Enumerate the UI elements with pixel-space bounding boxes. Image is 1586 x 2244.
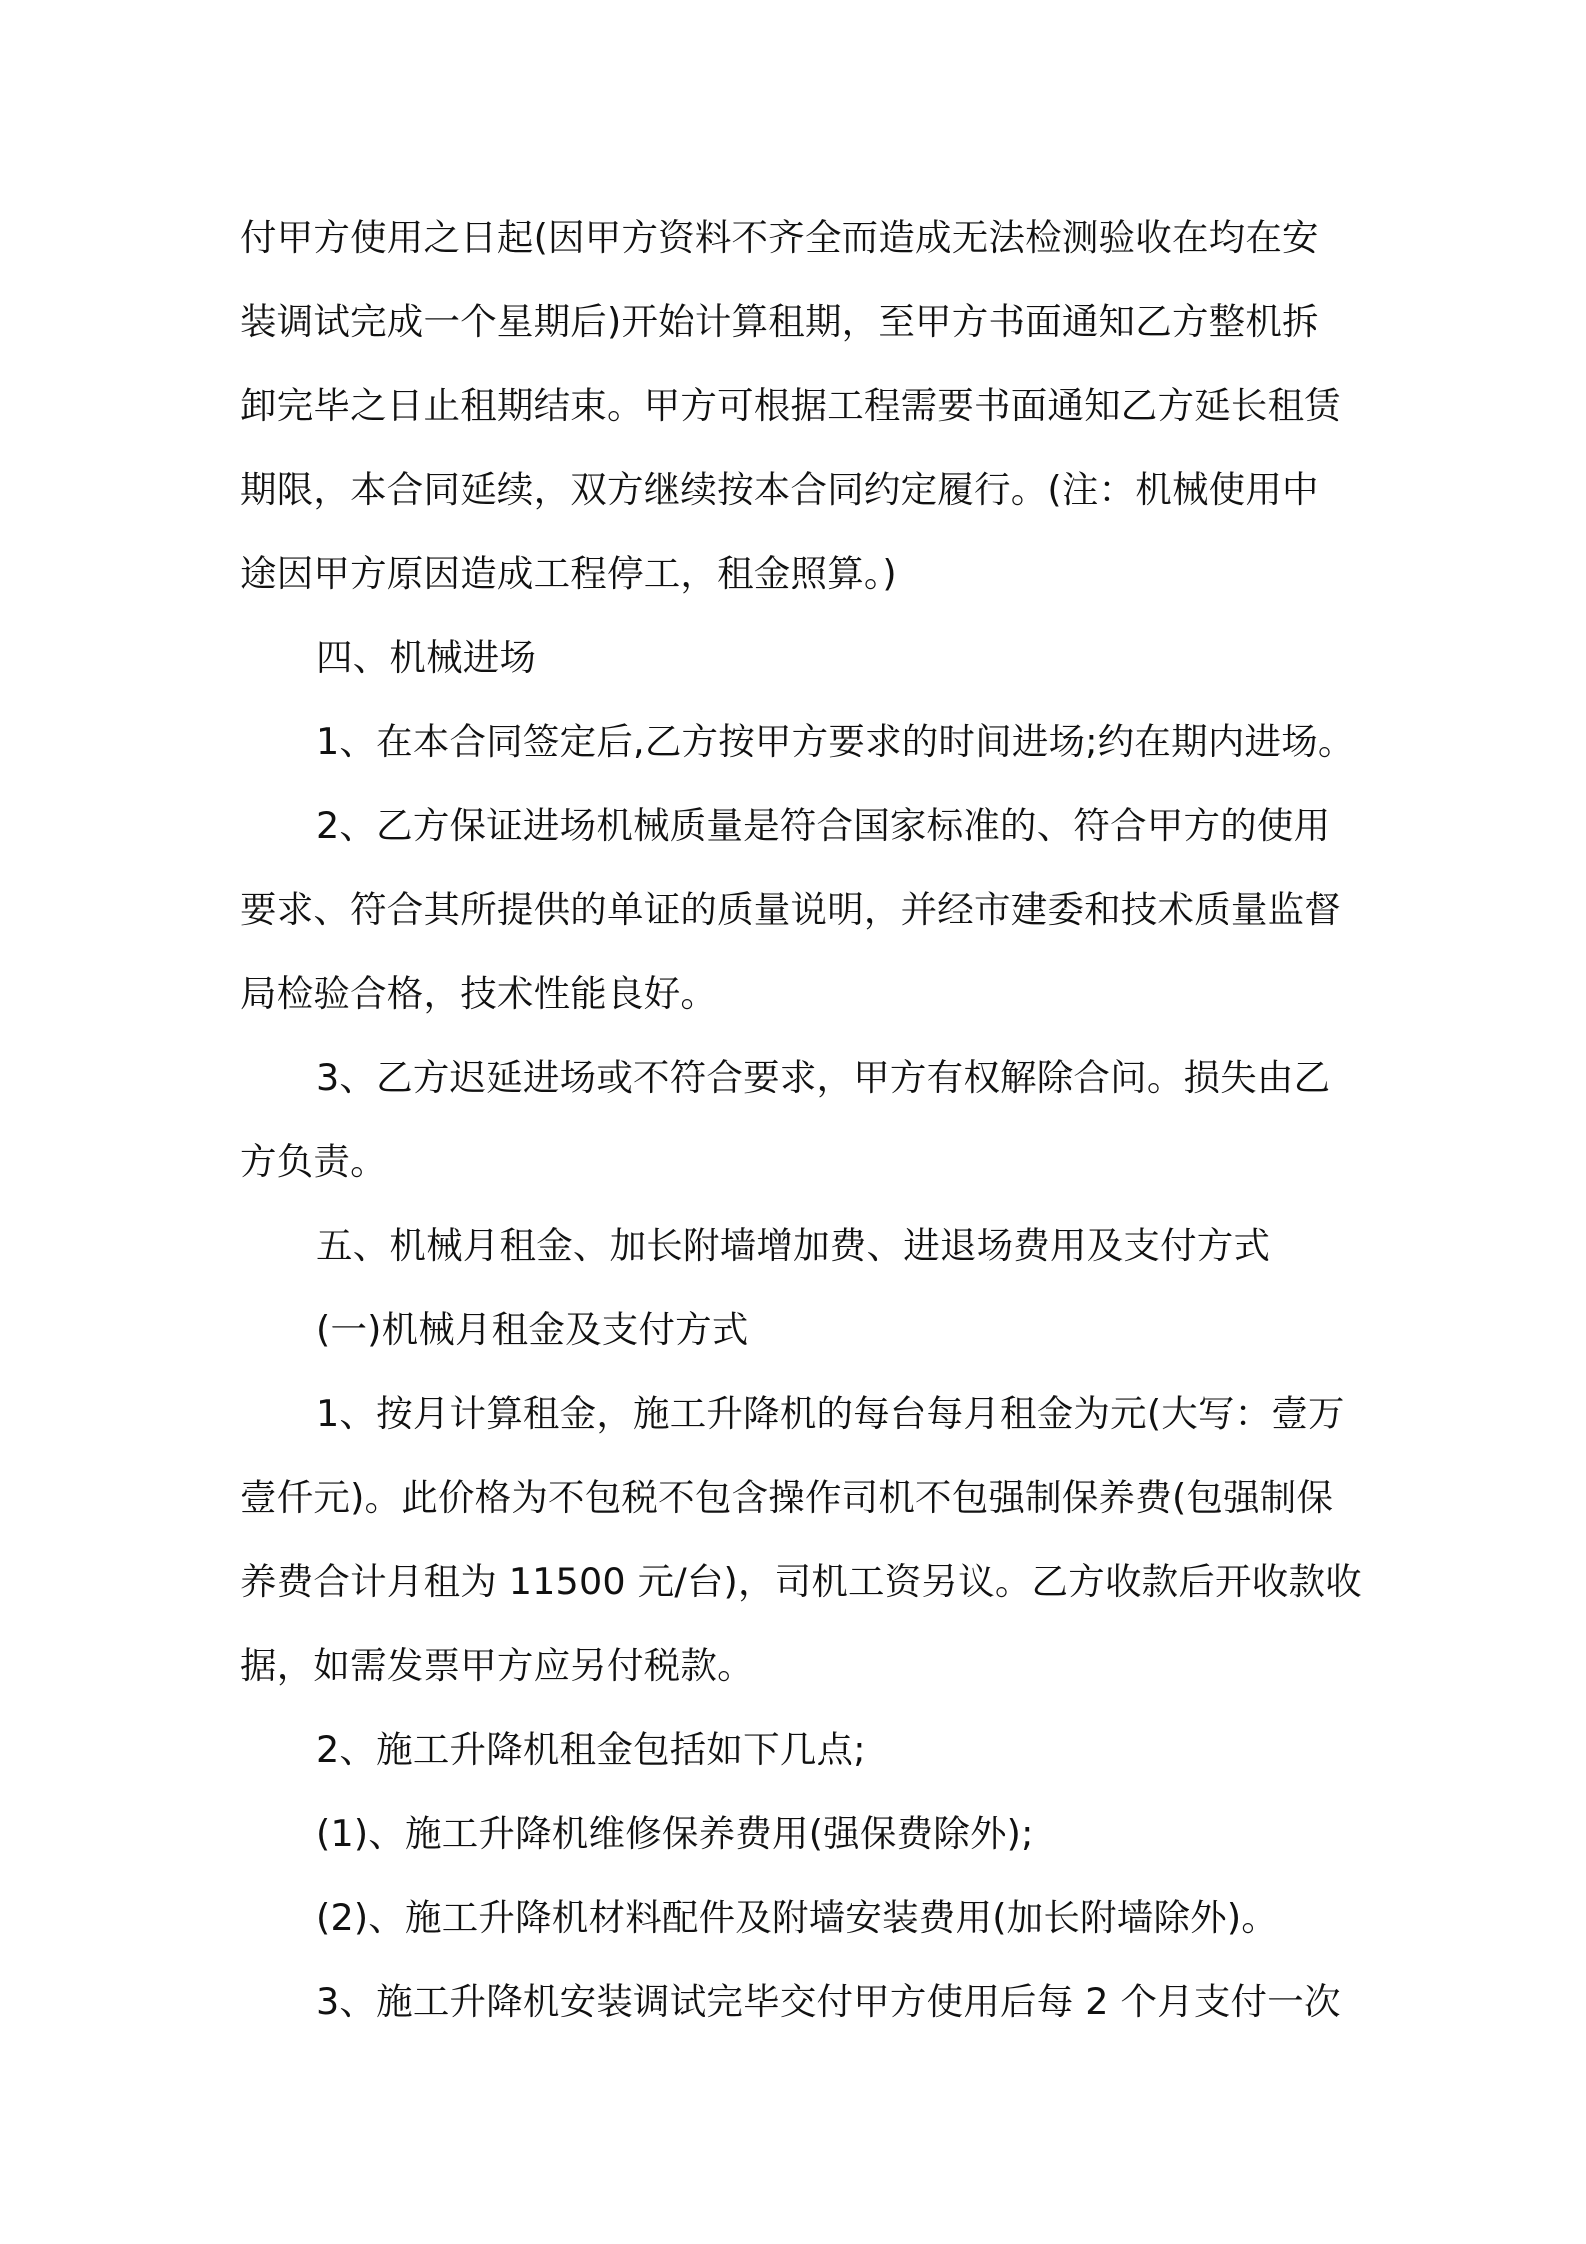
clause-5-3: [240, 1960, 1356, 2044]
section-heading-machine-entry: [240, 616, 1356, 700]
text-line: (2)、施工升降机材料配件及附墙安装费用(加长附墙除外)。: [316, 1896, 1278, 1939]
document-body: [240, 196, 1362, 2044]
clause-4-2: [240, 784, 1356, 1036]
text-line: 3、乙方迟延进场或不符合要求，甲方有权解除合问。损失由乙: [316, 1056, 1331, 1099]
text-line: 要求、符合其所提供的单证的质量说明，并经市建委和技术质量监督: [240, 888, 1341, 931]
clause-4-3: [240, 1036, 1356, 1204]
text-line: 付甲方使用之日起(因甲方资料不齐全而造成无法检测验收在均在安: [240, 216, 1319, 259]
clause-4-1: [240, 700, 1356, 784]
clause-5-2: [240, 1708, 1356, 1792]
clause-5-2-1: [240, 1792, 1356, 1876]
text-line: 期限，本合同延续，双方继续按本合同约定履行。(注：机械使用中: [240, 468, 1319, 511]
text-line: 局检验合格，技术性能良好。: [240, 972, 718, 1015]
text-line: 1、按月计算租金，施工升降机的每台每月租金为元(大写：壹万: [316, 1392, 1345, 1435]
text-line: 2、乙方保证进场机械质量是符合国家标准的、符合甲方的使用: [316, 804, 1331, 847]
paragraph-lease-period: [240, 196, 1356, 616]
text-line: 2、施工升降机租金包括如下几点;: [316, 1728, 866, 1771]
clause-5-2-2: [240, 1876, 1356, 1960]
text-line: 装调试完成一个星期后)开始计算租期，至甲方书面通知乙方整机拆: [240, 300, 1319, 343]
text-line: 3、施工升降机安装调试完毕交付甲方使用后每 2 个月支付一次: [316, 1980, 1341, 2023]
text-line: 1、在本合同签定后,乙方按甲方要求的时间进场;约在期内进场。: [316, 720, 1355, 763]
subsection-heading: (一)机械月租金及支付方式: [316, 1308, 749, 1351]
clause-5-1: [240, 1372, 1362, 1708]
text-line: 卸完毕之日止租期结束。甲方可根据工程需要书面通知乙方延长租赁: [240, 384, 1341, 427]
text-line: 方负责。: [240, 1140, 387, 1183]
section-heading: 五、机械月租金、加长附墙增加费、进退场费用及支付方式: [316, 1224, 1271, 1267]
text-line: 壹仟元)。此价格为不包税不包含操作司机不包强制保养费(包强制保: [240, 1476, 1334, 1519]
text-line: 养费合计月租为 11500 元/台)，司机工资另议。乙方收款后开收款收: [240, 1560, 1362, 1603]
subsection-heading-monthly-rent: [240, 1288, 1356, 1372]
section-heading-rent: [240, 1204, 1356, 1288]
text-line: 途因甲方原因造成工程停工，租金照算。): [240, 552, 897, 595]
text-line: (1)、施工升降机维修保养费用(强保费除外);: [316, 1812, 1034, 1855]
section-heading: 四、机械进场: [316, 636, 537, 679]
text-line: 据，如需发票甲方应另付税款。: [240, 1644, 754, 1687]
